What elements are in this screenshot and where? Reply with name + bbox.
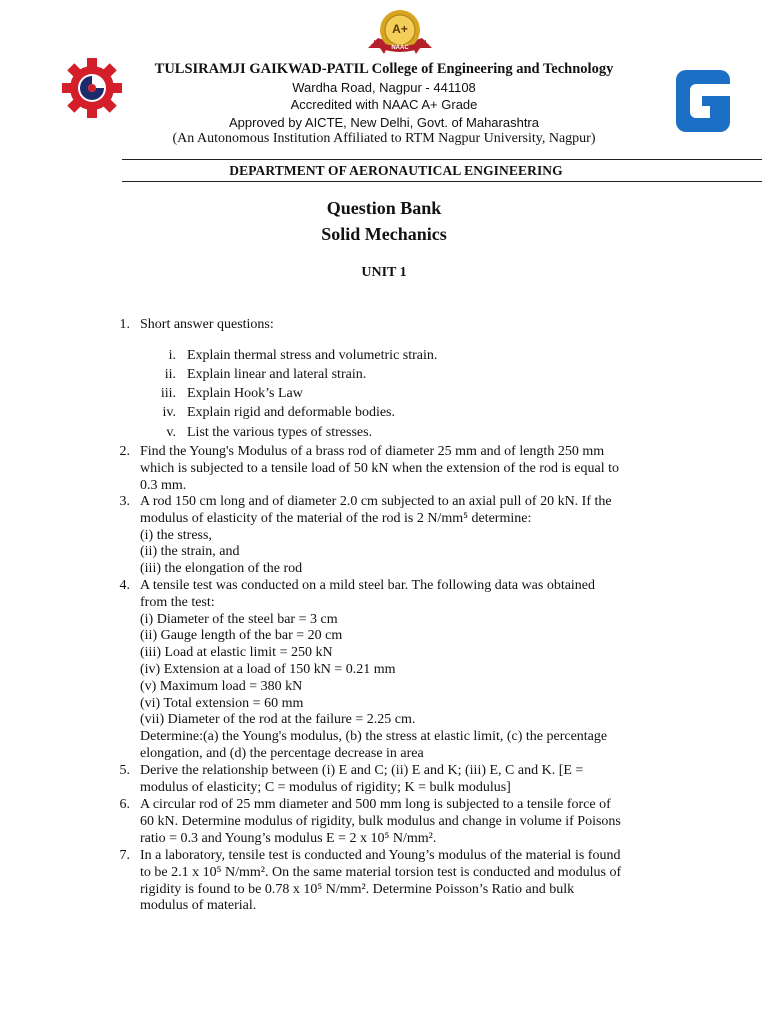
question-number: 2. (119, 444, 130, 459)
question-line: (iii) Load at elastic limit = 250 kN (140, 645, 333, 661)
question-line: (vii) Diameter of the rod at the failure = 2.25 cm. (140, 712, 416, 728)
question-text (140, 494, 677, 578)
question-text (140, 444, 677, 494)
question-line: (ii) the strain, and (140, 544, 240, 560)
header-divider-top (122, 159, 762, 160)
question-line: 0.3 mm. (140, 477, 187, 493)
question-line: Derive the relationship between (i) E and C; (ii) E and K; (iii) E, C and K. [E = (140, 763, 584, 778)
question-number: 4. (119, 578, 130, 593)
svg-text:NAAC: NAAC (391, 45, 409, 51)
question-line: modulus of elasticity of the material of the rod is 2 N/mm⁵ determine: (140, 510, 532, 526)
question-line: (iii) the elongation of the rod (140, 561, 303, 577)
sub-question-number: iv. (162, 405, 176, 420)
question-line: to be 2.1 x 10⁵ N/mm². On the same material torsion test is conducted and modulus of (140, 864, 622, 880)
college-address: Wardha Road, Nagpur - 441108 (292, 80, 476, 95)
question-line: A circular rod of 25 mm diameter and 500 mm long is subjected to a tensile force of (140, 797, 611, 812)
sub-question-text: Explain rigid and deformable bodies. (187, 405, 395, 420)
question-number: 7. (119, 848, 130, 863)
question-line: (vi) Total extension = 60 mm (140, 695, 304, 711)
affiliation-line: (An Autonomous Institution Affiliated to RTM Nagpur University, Nagpur) (172, 131, 596, 146)
question-text (140, 763, 677, 797)
question-line: rigidity is found to be 0.78 x 10⁵ N/mm². Determine Poisson’s Ratio and bulk (140, 881, 575, 897)
sub-question-text: Explain Hook’s Law (187, 386, 303, 401)
g-brand-logo (676, 70, 730, 132)
department-title: DEPARTMENT OF AERONAUTICAL ENGINEERING (229, 163, 563, 178)
question-number: 1. (119, 317, 130, 332)
question-line: (iv) Extension at a load of 150 kN = 0.21 mm (140, 661, 396, 677)
question-number: 3. (119, 494, 130, 509)
sub-question-number: v. (166, 425, 176, 440)
college-gear-logo (58, 54, 126, 122)
question-line: A tensile test was conducted on a mild steel bar. The following data was obtained (140, 578, 596, 593)
question-line: 60 kN. Determine modulus of rigidity, bulk modulus and change in volume if Poisons (140, 813, 621, 829)
sub-question-number: i. (168, 348, 176, 363)
approval-line: Approved by AICTE, New Delhi, Govt. of Maharashtra (229, 115, 539, 130)
question-line: (i) the stress, (140, 527, 212, 543)
sub-question-text: Explain linear and lateral strain. (187, 367, 367, 382)
question-line: modulus of material. (140, 898, 257, 914)
question-line: which is subjected to a tensile load of 50 kN when the extension of the rod is equal to (140, 460, 620, 476)
question-line: elongation, and (d) the percentage decrease in area (140, 745, 424, 761)
question-line: A rod 150 cm long and of diameter 2.0 cm subjected to an axial pull of 20 kN. If the (140, 494, 612, 509)
question-text (140, 797, 677, 847)
question-text (140, 578, 677, 763)
question-number: 6. (119, 797, 130, 812)
accreditation-line: Accredited with NAAC A+ Grade (290, 97, 478, 112)
question-line: Find the Young's Modulus of a brass rod of diameter 25 mm and of length 250 mm (140, 444, 605, 459)
question-number: 5. (119, 763, 130, 778)
question-line: (v) Maximum load = 380 kN (140, 678, 303, 694)
question-line: modulus of elasticity; C = modulus of rigidity; K = bulk modulus] (140, 779, 511, 795)
sub-question-text: List the various types of stresses. (187, 425, 373, 440)
naac-badge-logo (364, 8, 436, 56)
unit-heading: UNIT 1 (361, 265, 407, 280)
question-line: Determine:(a) the Young's modulus, (b) the stress at elastic limit, (c) the percentage (140, 729, 608, 745)
college-name: TULSIRAMJI GAIKWAD-PATIL College of Engineering and Technology (154, 61, 614, 77)
question-text: Short answer questions: (140, 317, 274, 332)
question-line: In a laboratory, tensile test is conducted and Young’s modulus of the material is found (140, 848, 621, 863)
sub-question-text: Explain thermal stress and volumetric strain. (187, 348, 438, 363)
question-line: ratio = 0.3 and Young’s modulus E = 2 x 10⁵ N/mm². (140, 830, 437, 846)
question-line: (ii) Gauge length of the bar = 20 cm (140, 628, 343, 644)
sub-question-number: ii. (164, 367, 176, 382)
svg-text:A+: A+ (392, 22, 408, 36)
question-text (140, 848, 677, 915)
header-divider-bottom (122, 181, 762, 182)
sub-question-number: iii. (160, 386, 176, 401)
subject-title: Solid Mechanics (321, 224, 447, 244)
question-line: (i) Diameter of the steel bar = 3 cm (140, 611, 338, 627)
question-line: from the test: (140, 594, 215, 610)
document-title: Question Bank (326, 198, 442, 218)
